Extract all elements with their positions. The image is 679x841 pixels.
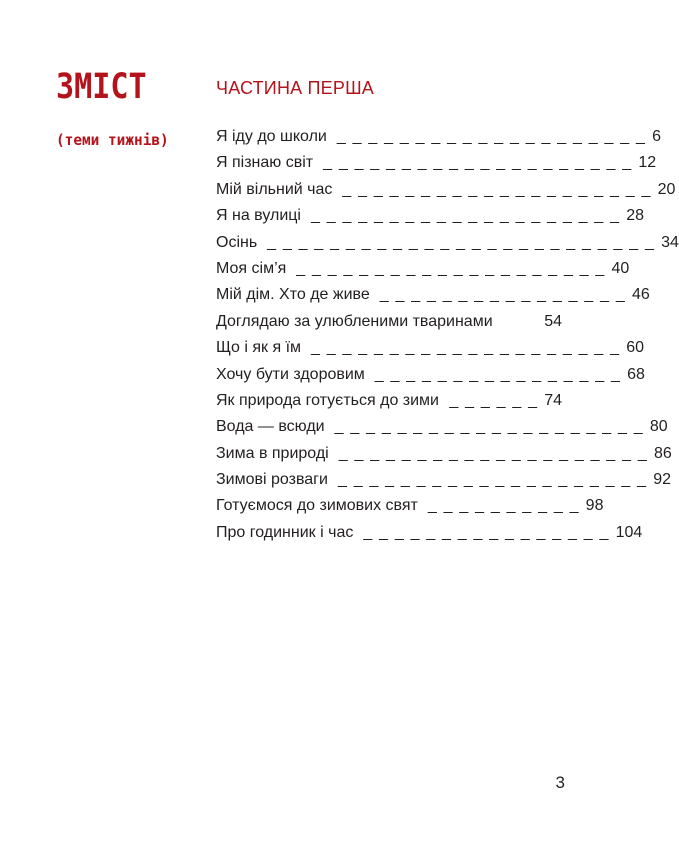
toc-entry-leader: _ _ _ _ _ _ _ _ _ _ _ _ _ _ _ _ _ _ _ _	[336, 128, 647, 145]
toc-entry-title: Я пізнаю світ	[216, 154, 314, 172]
toc-entry-leader: _ _ _ _ _ _ _ _ _ _ _ _ _ _ _ _ _ _ _ _ _ _ _ _ _	[267, 233, 656, 251]
toc-entry-leader: _ _ _ _ _ _ _ _ _ _ _ _ _ _ _ _ _ _ _ _	[311, 339, 621, 357]
toc-entry-leader: _ _ _ _ _ _ _ _ _ _ _ _ _ _ _ _	[363, 523, 610, 541]
toc-entry-title: Мій дім. Хто де живе	[216, 286, 370, 304]
page-title: ЗМІСТ	[56, 67, 147, 107]
toc-entry-page: 86	[653, 444, 672, 462]
toc-entry-page: 46	[632, 286, 650, 304]
toc-entry-leader: _ _ _ _ _ _ _ _ _ _ _ _ _ _ _ _ _ _ _ _	[296, 259, 606, 277]
toc-entry-page: 12	[638, 154, 657, 172]
toc-entry-leader: _ _ _ _ _ _ _ _ _ _ _ _ _ _ _ _ _ _ _ _	[323, 154, 633, 172]
toc-entry-leader: _ _ _ _ _ _ _ _ _ _ _ _ _ _ _ _ _ _ _ _	[342, 180, 652, 198]
table-of-contents	[216, 124, 679, 546]
toc-entry[interactable]	[216, 414, 668, 440]
toc-entry[interactable]	[216, 335, 645, 361]
toc-entry-leader: _ _ _ _ _ _ _ _ _ _ _ _ _ _ _ _ _ _ _ _	[310, 207, 621, 225]
toc-entry-page: 104	[615, 523, 643, 541]
toc-entry[interactable]	[216, 282, 650, 308]
toc-entry-page: 80	[649, 418, 668, 436]
toc-entry[interactable]	[216, 256, 630, 282]
toc-entry-leader: _ _ _ _ _ _ _ _ _ _ _ _ _ _ _ _ _ _ _ _	[337, 471, 648, 489]
toc-entry-title: Як природа готується до зими	[216, 391, 439, 409]
toc-entry-title: Я на вулиці	[216, 207, 301, 225]
toc-entry-page: 28	[626, 207, 644, 225]
toc-entry-leader: _ _ _ _ _ _ _ _ _ _ _ _ _ _ _ _ _ _ _ _	[334, 418, 644, 436]
toc-entry-title: Вода — всюди	[216, 418, 325, 436]
toc-entry-title: Я іду до школи	[216, 128, 327, 145]
toc-entry[interactable]	[216, 520, 643, 546]
toc-entry-page: 60	[626, 339, 645, 357]
toc-entry-page: 34	[661, 233, 679, 251]
toc-entry[interactable]	[216, 467, 671, 493]
toc-entry[interactable]	[216, 124, 661, 150]
page-number: 3	[555, 773, 565, 792]
toc-entry[interactable]	[216, 309, 562, 335]
toc-entry-page: 98	[585, 497, 604, 515]
toc-entry-page: 6	[652, 128, 661, 145]
toc-entry-title: Про годинник і час	[216, 523, 354, 541]
page-subtitle: (теми тижнів)	[56, 131, 169, 149]
toc-entry[interactable]	[216, 177, 676, 203]
toc-entry-page: 92	[653, 471, 671, 489]
toc-entry[interactable]	[216, 493, 604, 519]
toc-entry[interactable]	[216, 150, 657, 176]
toc-entry-page: 68	[627, 365, 645, 383]
toc-entry-page: 20	[657, 180, 676, 198]
toc-entry-page: 40	[611, 259, 630, 277]
toc-entry-leader: _ _ _ _ _ _	[449, 391, 539, 409]
toc-entry-page: 54	[544, 312, 562, 330]
toc-entry-title: Мій вільний час	[216, 180, 333, 198]
toc-entry-title: Зимові розваги	[216, 471, 328, 489]
toc-entry-title: Моя сім’я	[216, 259, 287, 277]
toc-entry-title: Доглядаю за улюбленими тваринами	[216, 312, 493, 330]
toc-entry-title: Зима в природі	[216, 444, 329, 462]
toc-entry-title: Осінь	[216, 233, 258, 251]
toc-entry-leader: _ _ _ _ _ _ _ _ _ _	[427, 497, 580, 515]
toc-entry-title: Хочу бути здоровим	[216, 365, 365, 383]
toc-entry[interactable]	[216, 441, 672, 467]
toc-entry[interactable]	[216, 230, 679, 256]
toc-entry-leader: _ _ _ _ _ _ _ _ _ _ _ _ _ _ _ _	[379, 286, 627, 304]
toc-entry-title: Готуємося до зимових свят	[216, 497, 418, 515]
toc-entry-page: 74	[544, 391, 562, 409]
toc-entry[interactable]	[216, 203, 644, 229]
toc-entry-leader: _ _ _ _ _ _ _ _ _ _ _ _ _ _ _ _	[374, 365, 622, 383]
toc-entry-title: Що і як я їм	[216, 339, 302, 357]
toc-entry[interactable]	[216, 362, 645, 388]
toc-entry-leader: _ _ _ _ _ _ _ _ _ _ _ _ _ _ _ _ _ _ _ _	[338, 444, 648, 462]
toc-entry[interactable]	[216, 388, 562, 414]
section-heading: ЧАСТИНА ПЕРША	[216, 78, 374, 98]
